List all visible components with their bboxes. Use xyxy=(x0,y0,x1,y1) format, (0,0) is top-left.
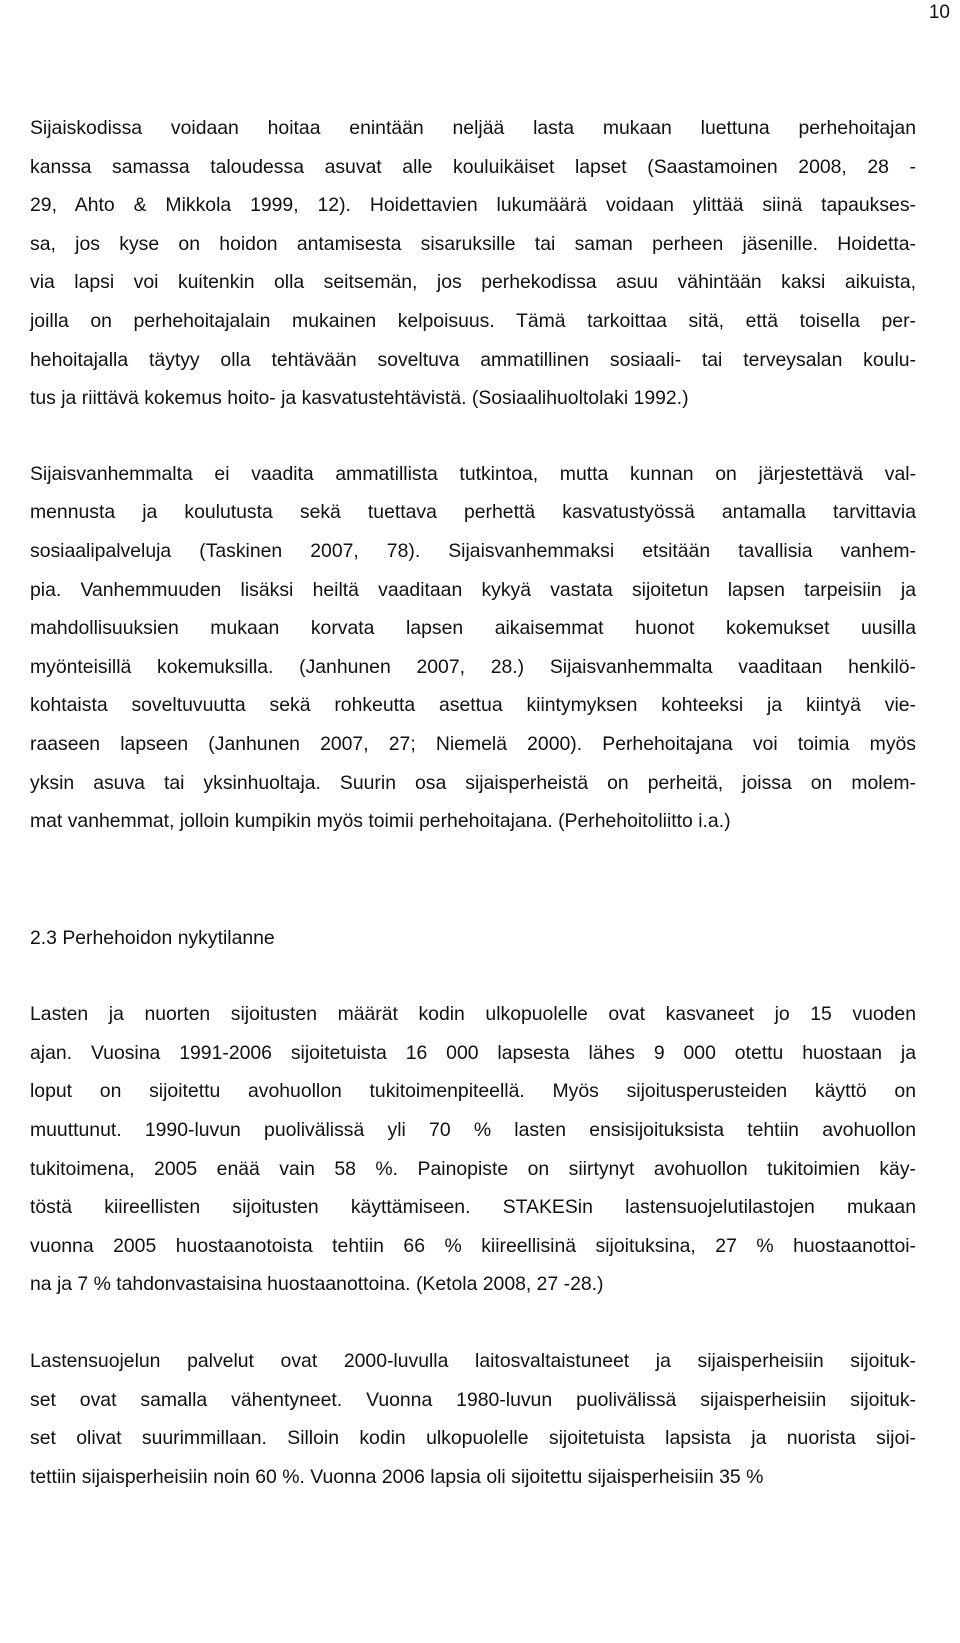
text-line: na ja 7 % tahdonvastaisina huostaanottoina. (Ketola 2008, 27 -28.) xyxy=(30,1273,604,1296)
text-line: hehoitajalla täytyy olla tehtävään soveltuva ammatillinen sosiaali- tai terveysalan koulu- xyxy=(30,348,916,371)
text-line: ajan. Vuosina 1991-2006 sijoitetuista 16 000 lapsesta lähes 9 000 otettu huostaan ja xyxy=(30,1041,916,1064)
text-line: tettiin sijaisperheisiin noin 60 %. Vuonna 2006 lapsia oli sijoitettu sijaisperheisiin 35 % xyxy=(30,1465,764,1488)
text-line: joilla on perhehoitajalain mukainen kelpoisuus. Tämä tarkoittaa sitä, että toisella per- xyxy=(30,309,916,332)
text-line: pia. Vanhemmuuden lisäksi heiltä vaaditaan kykyä vastata sijoitetun lapsen tarpeisiin ja xyxy=(30,578,916,601)
text-line: mennusta ja koulutusta sekä tuettava perhettä kasvatustyössä antamalla tarvittavia xyxy=(30,501,916,524)
text-line: sa, jos kyse on hoidon antamisesta sisaruksille tai saman perheen jäsenille. Hoidetta- xyxy=(30,232,916,255)
text-line: muuttunut. 1990-luvun puolivälissä yli 70 % lasten ensisijoituksista tehtiin avohuollon xyxy=(30,1119,916,1142)
text-line: myönteisillä kokemuksilla. (Janhunen 2007, 28.) Sijaisvanhemmalta vaaditaan henkilö- xyxy=(30,655,916,678)
text-line: vuonna 2005 huostaanotoista tehtiin 66 % kiireellisinä sijoituksina, 27 % huostaanottoi- xyxy=(30,1234,916,1257)
paragraph-foster-parent-requirements xyxy=(30,455,916,841)
text-line: Sijaiskodissa voidaan hoitaa enintään neljää lasta mukaan luettuna perhehoitajan xyxy=(30,117,916,139)
document-body xyxy=(30,109,916,1496)
text-line: mat vanhemmat, jolloin kumpikin myös toimii perhehoitajana. (Perhehoitoliitto i.a.) xyxy=(30,810,731,833)
paragraph-foster-home-capacity xyxy=(30,109,916,418)
text-line: set ovat samalla vähentyneet. Vuonna 1980-luvun puolivälissä sijaisperheisiin sijoituk- xyxy=(30,1388,916,1411)
text-line: yksin asuva tai yksinhuoltaja. Suurin osa sijaisperheistä on perheitä, joissa on molem- xyxy=(30,771,916,794)
page-number: 10 xyxy=(928,2,950,23)
text-line: tukitoimena, 2005 enää vain 58 %. Painopiste on siirtynyt avohuollon tukitoimien käy- xyxy=(30,1157,916,1180)
text-line: kohtaista soveltuvuutta sekä rohkeutta asettua kiintymyksen kohteeksi ja kiintyä vie- xyxy=(30,694,916,717)
text-line: 29, Ahto & Mikkola 1999, 12). Hoidettavien lukumäärä voidaan ylittää siinä tapaukses- xyxy=(30,194,916,217)
section-heading: 2.3 Perhehoidon nykytilanne xyxy=(30,926,275,949)
text-line: tus ja riittävä kokemus hoito- ja kasvatustehtävistä. (Sosiaalihuoltolaki 1992.) xyxy=(30,387,689,410)
text-line: set olivat suurimmillaan. Silloin kodin ulkopuolelle sijoitetuista lapsista ja nuorista sijoi- xyxy=(30,1427,916,1450)
paragraph-placement-statistics xyxy=(30,995,916,1304)
text-line: töstä kiireellisten sijoitusten käyttämiseen. STAKESin lastensuojelutilastojen mukaan xyxy=(30,1196,916,1219)
text-line: Sijaisvanhemmalta ei vaadita ammatillista tutkintoa, mutta kunnan on järjestettävä val- xyxy=(30,462,916,485)
text-line: Lastensuojelun palvelut ovat 2000-luvulla laitosvaltaistuneet ja sijaisperheisiin sijoituk- xyxy=(30,1350,916,1373)
text-line: sosiaalipalveluja (Taskinen 2007, 78). Sijaisvanhemmaksi etsitään tavallisia vanhem- xyxy=(30,539,916,562)
text-line: via lapsi voi kuitenkin olla seitsemän, jos perhekodissa asuu vähintään kaksi aikuista, xyxy=(30,271,916,294)
text-line: loput on sijoitettu avohuollon tukitoimenpiteellä. Myös sijoitusperusteiden käyttö on xyxy=(30,1080,916,1103)
text-line: mahdollisuuksien mukaan korvata lapsen aikaisemmat huonot kokemukset uusilla xyxy=(30,617,916,640)
text-line: raaseen lapseen (Janhunen 2007, 27; Niemelä 2000). Perhehoitajana voi toimia myös xyxy=(30,732,916,755)
paragraph-institutional-trend xyxy=(30,1342,916,1496)
text-line: kanssa samassa taloudessa asuvat alle kouluikäiset lapset (Saastamoinen 2008, 28 - xyxy=(30,155,916,178)
text-line: Lasten ja nuorten sijoitusten määrät kodin ulkopuolelle ovat kasvaneet jo 15 vuoden xyxy=(30,1003,916,1026)
